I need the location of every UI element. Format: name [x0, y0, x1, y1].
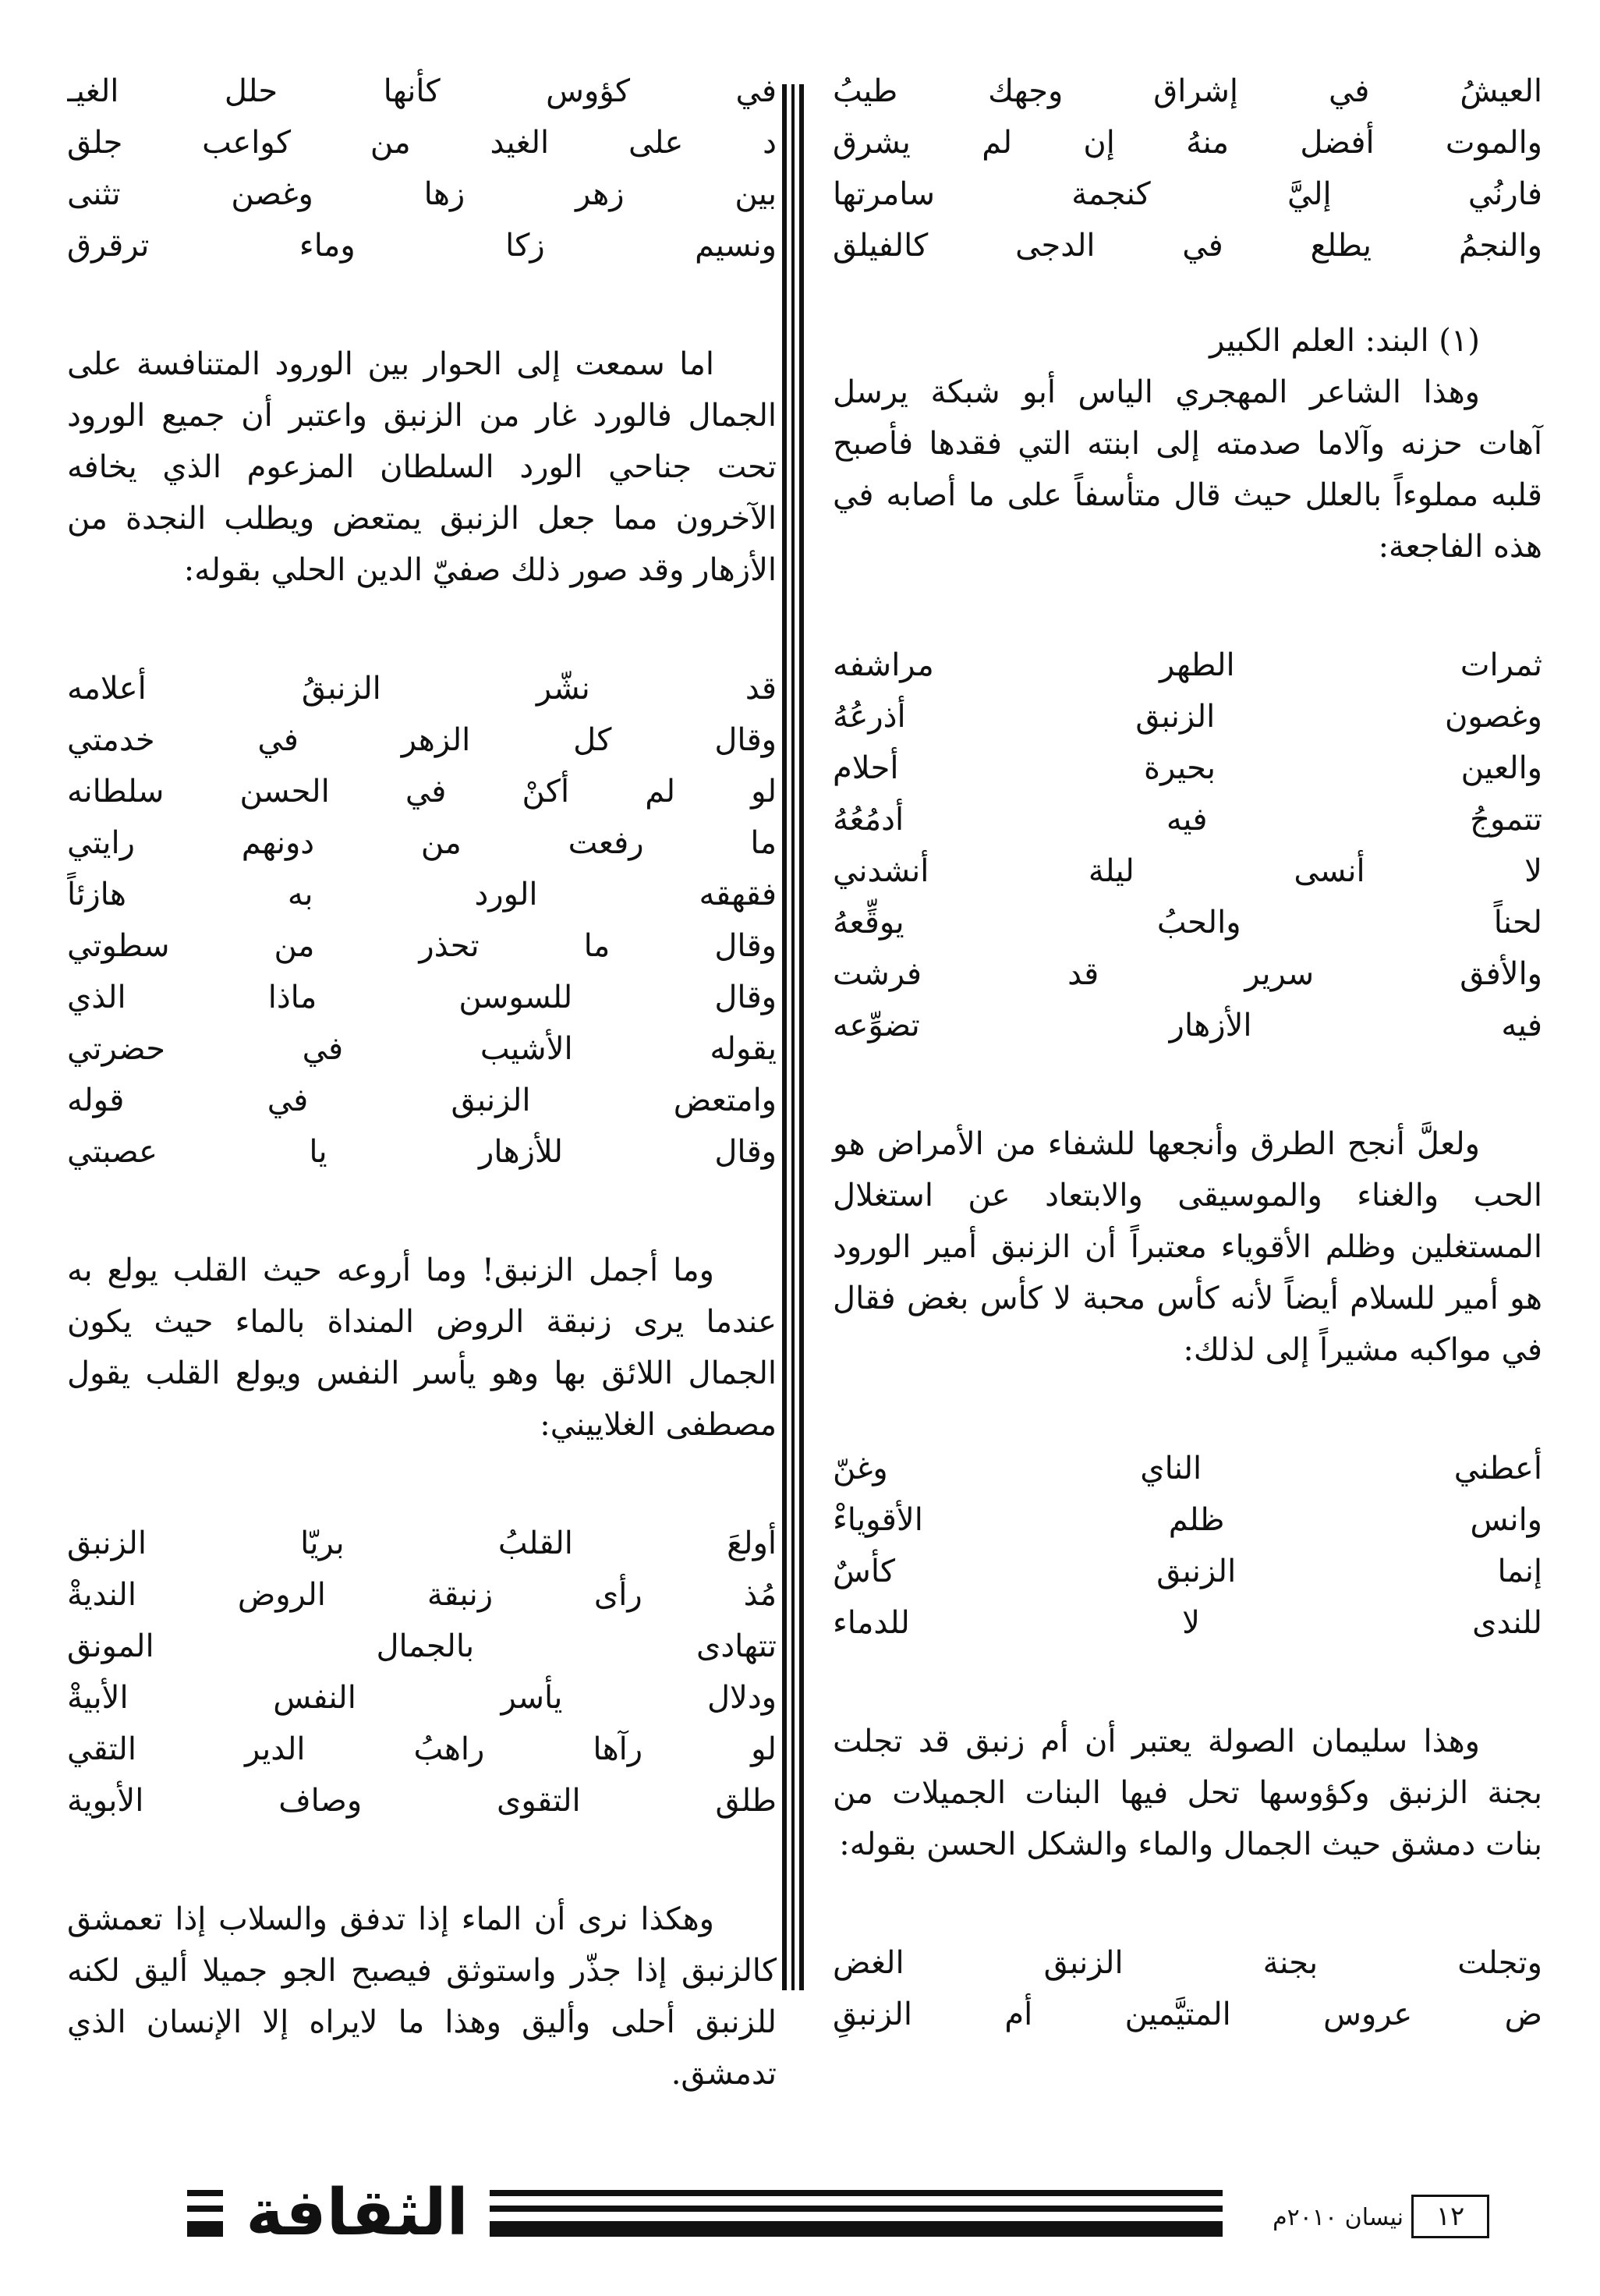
poem-line: ودلال يأسر النفس الأبيةْ — [67, 1680, 777, 1716]
footer-rule — [490, 2221, 1223, 2237]
poem-line: وغصون الزنبق أذرعُهُ — [833, 699, 1542, 735]
poem-block — [833, 1443, 1542, 1649]
paragraph-text: وهذا سليمان الصولة يعتبر أن أم زنبق قد تجلت بجنة الزنبق وكؤوسها تحل فيها البنات الجميلات من بنات دمشق حيث الجمال والماء والشكل الحسن بقوله: — [833, 1724, 1542, 1862]
poem-line: في كؤوس كأنها حلل الغيـ — [67, 73, 777, 109]
poem-line: وقال للأزهار يا عصبتي — [67, 1134, 777, 1170]
paragraph-text: وما أجمل الزنبق! وما أروعه حيث القلب يولع به عندما يرى زنبقة الروض المنداة بالماء حيث يكون الجمال اللائق بها وهو يأسر النفس ويولع القلب يقول مصطفى الغلاييني: — [67, 1253, 777, 1443]
footnote: (١) البند: العلم الكبير — [1209, 323, 1480, 359]
poem-line: فقهقه الورد به هازئاً — [67, 877, 777, 912]
paragraph-text: وهذا الشاعر المهجري الياس أبو شبكة يرسل آهات حزنه وآلاما صدمته إلى ابنته التي فقدها فأصبح قلبه مملوءاً بالعلل حيث قال متأسفاً على ما أصابه في هذه الفاجعة: — [833, 374, 1542, 565]
poem-block — [67, 663, 777, 1178]
poem-line: إنما الزنبق كأسٌ — [833, 1554, 1542, 1589]
poem-block — [67, 1518, 777, 1827]
poem-line: ونسيم زكا وماء ترقرق — [67, 228, 777, 264]
poem-line: والنجمُ يطلع في الدجى كالفيلق — [833, 228, 1542, 264]
poem-line: ض عروس المتيَّمين أم الزنبقِ — [833, 1997, 1542, 2032]
poem-block — [833, 640, 1542, 1051]
poem-line: تتهادى بالجمال المونق — [67, 1628, 777, 1664]
poem-line: بين زهر زها وغصن تثنى — [67, 176, 777, 212]
paragraph — [67, 1245, 777, 1451]
poem-line: أعطني الناي وغنّ — [833, 1451, 1542, 1486]
poem-line: لو لم أكنْ في الحسن سلطانه — [67, 774, 777, 810]
poem-line: والعين بحيرة أحلام — [833, 750, 1542, 786]
poem-line: وانس ظلم الأقوياءْ — [833, 1502, 1542, 1538]
poem-block — [833, 1937, 1542, 2040]
poem-line: وقال كل الزهر في خدمتي — [67, 722, 777, 758]
poem-line: يقوله الأشيب في حضرتي — [67, 1031, 777, 1067]
paragraph — [67, 1894, 777, 2099]
paragraph — [833, 1716, 1542, 1870]
footer-rule — [187, 2206, 223, 2212]
poem-line: وقال للسوسن ماذا الذي — [67, 980, 777, 1015]
footer-rule — [187, 2221, 223, 2237]
footer-rule — [490, 2190, 1223, 2196]
poem-line: أولعَ القلبُ بريّا الزنبق — [67, 1525, 777, 1561]
footer-rule — [187, 2190, 223, 2196]
magazine-logo: الثقافة — [246, 2176, 469, 2250]
poem-line: ثمرات الطهر مراشفه — [833, 647, 1542, 683]
poem-line: د على الغيد من كواعب جلق — [67, 125, 777, 161]
column-divider — [782, 84, 804, 1990]
paragraph-text: ولعلَّ أنجح الطرق وأنجعها للشفاء من الأمراض هو الحب والغناء والموسيقى والابتعاد عن استغلال المستغلين وظلم الأقوياء معتبراً أن الزنبق أمير الورود هو أمير للسلام أيضاً لأنه كأس محبة لا كأس بغض فقال في مواكبه مشيراً إلى لذلك: — [833, 1126, 1543, 1368]
poem-block — [67, 66, 777, 271]
poem-line: والأفق سرير قد فرشت — [833, 956, 1542, 992]
poem-line: طلق التقوى وصاف الأبوية — [67, 1783, 777, 1819]
poem-block — [833, 66, 1542, 271]
poem-line: العيشُ في إشراق وجهك طيبُ — [833, 73, 1542, 109]
paragraph — [833, 367, 1542, 572]
poem-line: فيه الأزهار تضوِّعه — [833, 1008, 1542, 1043]
poem-line: وتجلت بجنة الزنبق الغض — [833, 1945, 1542, 1981]
paragraph — [833, 1118, 1542, 1376]
poem-line: مُذ رأى زنبقة الروض النديةْ — [67, 1577, 777, 1613]
poem-line: لو رآها راهبُ الدير التقي — [67, 1731, 777, 1767]
poem-line: فارنُي إليَّ كنجمة سامرتها — [833, 176, 1542, 212]
poem-line: ما رفعت من دونهم رايتي — [67, 825, 777, 861]
poem-line: للندى لا للدماء — [833, 1605, 1542, 1641]
left-column — [67, 66, 777, 2099]
poem-line: لحناً والحبُ يوقِّعهُ — [833, 905, 1542, 941]
poem-line: لا أنسى ليلة أنشدني — [833, 853, 1542, 889]
poem-line: وقال ما تحذر من سطوتي — [67, 928, 777, 964]
footer-rule — [490, 2206, 1223, 2212]
paragraph-text: وهكذا نرى أن الماء إذا تدفق والسلاب إذا تعمشق كالزنبق إذا جذّر واستوثق فيصبح الجو جميلا أليق لكنه للزنبق أحلى وأليق وهذا ما لايراه إلا الإنسان الذي تدمشق. — [67, 1901, 777, 2092]
poem-line: تتموجُ فيه أدمُعُهُ — [833, 802, 1542, 838]
issue-date: نيسان ٢٠١٠م — [1273, 2204, 1404, 2231]
right-column — [833, 66, 1542, 2040]
paragraph-text: اما سمعت إلى الحوار بين الورود المتنافسة على الجمال فالورد غار من الزنبق واعتبر أن جميع الورود تحت جناحي الورد السلطان المزعوم الذي يخافه الآخرون مما جعل الزنبق يمتعض ويطلب النجدة من الأزهار وقد صور ذلك صفيّ الدين الحلي بقوله: — [67, 346, 777, 588]
poem-line: والموت أفضل منهُ إن لم يشرق — [833, 125, 1542, 161]
paragraph — [67, 338, 777, 596]
poem-line: قد نشّر الزنبقُ أعلامه — [67, 671, 777, 707]
page-number: ١٢ — [1411, 2195, 1489, 2238]
poem-line: وامتعض الزنبق في قوله — [67, 1082, 777, 1118]
